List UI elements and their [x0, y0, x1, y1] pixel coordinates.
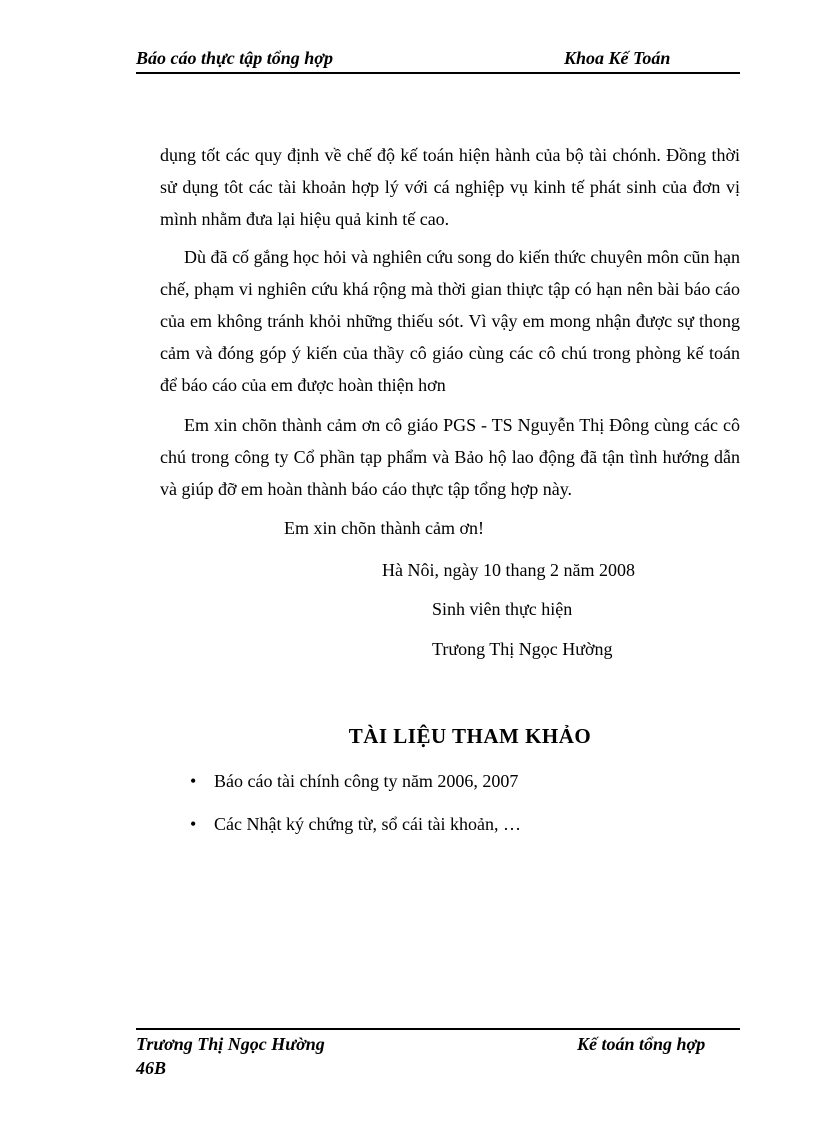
references-title: TÀI LIỆU THAM KHẢO	[348, 724, 592, 748]
header-department: Khoa Kế Toán	[564, 48, 671, 68]
header-report-title: Báo cáo thực tập tổng hợp	[136, 48, 333, 68]
paragraph-2: Dù đã cố gắng học hỏi và nghiên cứu song do kiến thức chuyên môn cũn hạn chế, phạm vi nghiên cứu khá rộng mà thời gian thiực tập có hạn nên bài báo cáo của em không tránh khỏi những thiếu sót. Vì vậy em mong nhận được sự thong cảm và đóng góp ý kiến của thầy cô giáo cùng các cô chú trong phòng kế toán để báo cáo của em được hoàn thiện hơn	[160, 247, 740, 395]
reference-text: Báo cáo tài chính công ty năm 2006, 2007	[214, 771, 519, 791]
bullet-icon: •	[190, 771, 197, 791]
footer-author: Trương Thị Ngọc Hường	[136, 1034, 325, 1054]
footer-class: 46B	[136, 1058, 167, 1078]
page-header	[136, 48, 740, 74]
footer-subject: Kế toán tổng hợp	[577, 1034, 706, 1054]
reference-text: Các Nhật ký chứng từ, sổ cái tài khoản, …	[214, 814, 521, 834]
signature-date: Hà Nôi, ngày 10 thang 2 năm 2008	[382, 560, 635, 580]
page-footer	[136, 1028, 740, 1078]
signature-name: Trưong Thị Ngọc Hường	[432, 639, 613, 659]
signature-thanks: Em xin chõn thành cảm ơn!	[284, 518, 484, 538]
reference-item	[190, 814, 521, 835]
bullet-icon: •	[190, 814, 197, 834]
paragraph-3: Em xin chõn thành cảm ơn cô giáo PGS - TS Nguyễn Thị Đông cùng các cô chú trong công ty Cổ phần tạp phẩm và Bảo hộ lao động đã tận tình hướng dẫn và giúp đỡ em hoàn thành báo cáo thực tập tổng hợp này.	[160, 415, 740, 499]
reference-item	[190, 771, 518, 792]
paragraph-1: dụng tốt các quy định về chế độ kế toán hiện hành của bộ tài chónh. Đồng thời sử dụng tôt các tài khoản hợp lý với cá nghiệp vụ kinh tế phát sinh của đơn vị mình nhằm đưa lại hiệu quả kinh tế cao.	[160, 145, 740, 229]
signature-role: Sinh viên thực hiện	[432, 599, 573, 619]
